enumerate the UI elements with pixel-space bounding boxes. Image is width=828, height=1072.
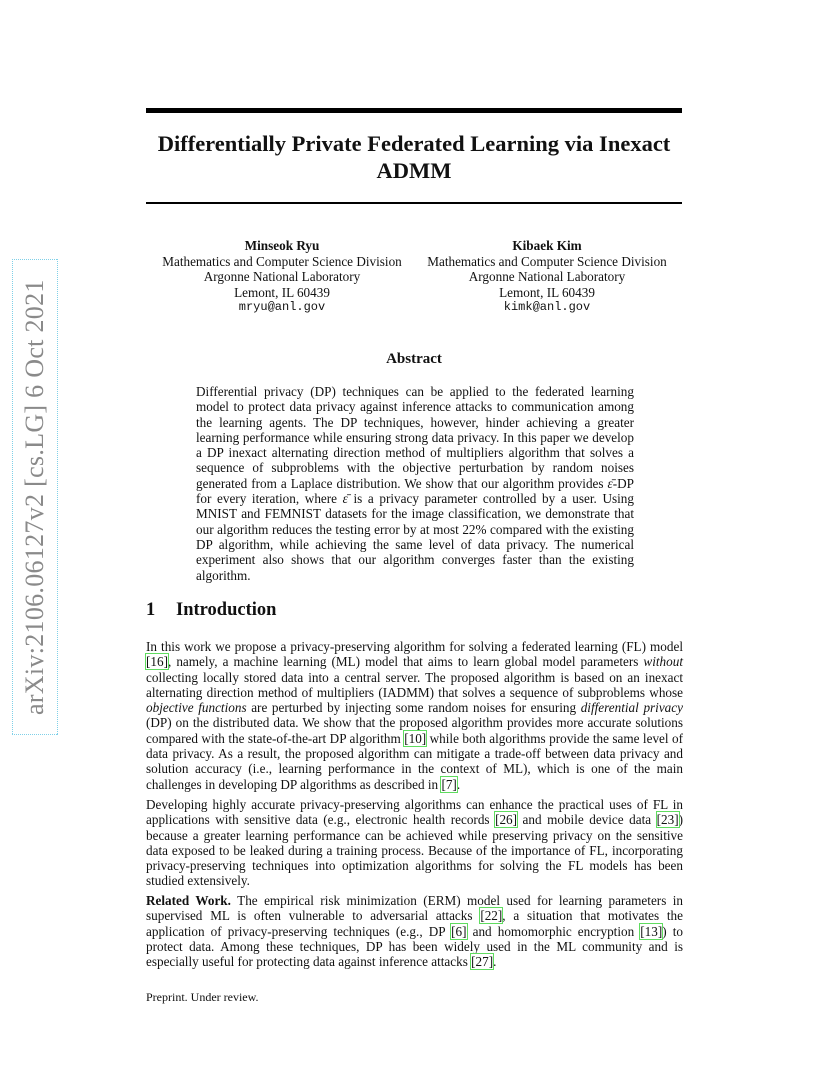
arxiv-identifier-stamp[interactable]: arXiv:2106.06127v2 [cs.LG] 6 Oct 2021 bbox=[15, 262, 55, 732]
citation-link[interactable]: [10] bbox=[404, 730, 427, 746]
author-division: Mathematics and Computer Science Division bbox=[162, 253, 402, 269]
preprint-footer: Preprint. Under review. bbox=[146, 990, 259, 1004]
author-email[interactable]: kimk@anl.gov bbox=[503, 300, 591, 314]
related-work-lead: Related Work. bbox=[146, 893, 231, 908]
author-name: Kibaek Kim bbox=[512, 238, 582, 253]
title-bottom-rule bbox=[146, 202, 682, 204]
author-block-2 bbox=[422, 238, 672, 316]
section-number: 1 bbox=[146, 600, 156, 620]
citation-link[interactable]: [22] bbox=[480, 908, 503, 924]
epsilon-symbol: ε̄ bbox=[607, 475, 613, 491]
author-lab: Argonne National Laboratory bbox=[203, 269, 361, 284]
author-location: Lemont, IL 60439 bbox=[234, 284, 330, 300]
title-top-rule bbox=[146, 108, 682, 113]
author-name: Minseok Ryu bbox=[244, 238, 320, 253]
abstract-body: Differential privacy (DP) techniques can be applied to the federated learning model to protect data privacy against inference attacks to communication among the learning agents. The DP techniques, however, hinder achieving a greater learning performance while ensuring strong data privacy. In this paper we develop a DP inexact alternating direction method of multipliers algorithm that solves a sequence of subproblems with the objective perturbation by random noises generated from a Laplace distribution. We show that our algorithm provides ε̄-DP for every iteration, where ε̄ is a privacy parameter controlled by a user. Using MNIST and FEMNIST datasets for the image classification, we demonstrate that our algorithm reduces the testing error by at most 22% compared with the existing DP algorithm, while achieving the same level of data privacy. The numerical experiment also shows that our algorithm converges faster than the existing algorithm. bbox=[196, 384, 634, 583]
section-heading-introduction bbox=[146, 600, 276, 621]
author-block-1 bbox=[158, 238, 406, 316]
author-division: Mathematics and Computer Science Division bbox=[427, 253, 667, 269]
author-lab: Argonne National Laboratory bbox=[468, 269, 626, 284]
section-title: Introduction bbox=[176, 600, 277, 620]
citation-link[interactable]: [26] bbox=[495, 812, 518, 828]
citation-link[interactable]: [6] bbox=[451, 923, 467, 939]
paper-title: Differentially Private Federated Learning via Inexact ADMM bbox=[157, 131, 671, 183]
citation-link[interactable]: [23] bbox=[656, 812, 679, 828]
citation-link[interactable]: [27] bbox=[471, 954, 494, 970]
intro-paragraph-1: In this work we propose a privacy-preserving algorithm for solving a federated learning (FL) model [16], namely, a machine learning (ML) model that aims to learn global model parameters without collecting locally stored data into a central server. The proposed algorithm is based on an inexact alternating direction method of multipliers (IADMM) that solves a sequence of subproblems whose objective functions are perturbed by injecting some random noises for ensuring differential privacy (DP) on the distributed data. We show that the proposed algorithm provides more accurate solutions compared with the state-of-the-art DP algorithm [10] while both algorithms provide the same level of data privacy. As a result, the proposed algorithm can mitigate a trade-off between data privacy and solution accuracy (i.e., learning performance in the context of ML), which is one of the main challenges in developing DP algorithms as described in [7]. bbox=[146, 639, 683, 792]
citation-link[interactable]: [7] bbox=[441, 776, 457, 792]
percentage-value: 22% bbox=[462, 521, 487, 537]
author-email[interactable]: mryu@anl.gov bbox=[238, 300, 326, 314]
intro-paragraph-2: Developing highly accurate privacy-preserving algorithms can enhance the practical uses of FL in applications with sensitive data (e.g., electronic health records [26] and mobile device data [23]) because a greater learning performance can be achieved while preserving privacy on the sensitive data exposed to be leaked during a training process. Because of the importance of FL, incorporating privacy-preserving techniques into optimization algorithms for solving the FL models has been studied extensively. bbox=[146, 797, 683, 889]
author-location: Lemont, IL 60439 bbox=[499, 284, 595, 300]
epsilon-symbol: ε̄ bbox=[342, 491, 348, 507]
abstract-heading: Abstract bbox=[386, 351, 442, 367]
citation-link[interactable]: [13] bbox=[640, 923, 663, 939]
citation-link[interactable]: [16] bbox=[146, 654, 168, 670]
intro-paragraph-related-work: Related Work. The empirical risk minimization (ERM) model used for learning parameters in supervised ML is often vulnerable to adversarial attacks [22], a situation that motivates the application of privacy-preserving techniques (e.g., DP [6] and homomorphic encryption [13]) to protect data. Among these techniques, DP has been widely used in the ML community and is especially useful for protecting data against inference attacks [27]. bbox=[146, 893, 684, 970]
